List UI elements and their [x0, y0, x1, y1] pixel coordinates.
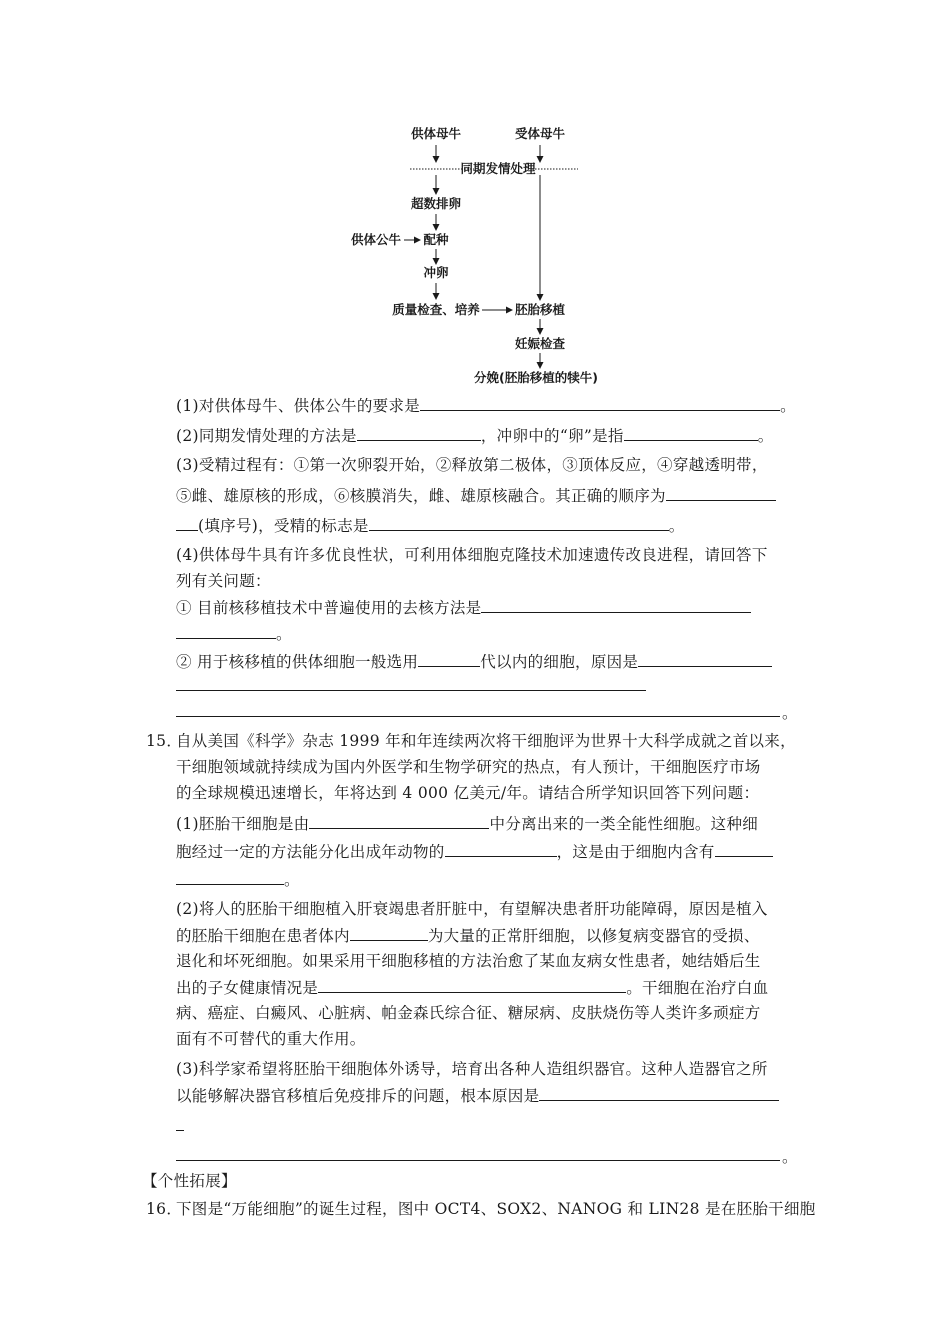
- q14-part1: (1)对供体母牛、供体公牛的要求是 。: [176, 394, 796, 417]
- answer-line[interactable]: [176, 716, 780, 717]
- answer-blank[interactable]: [369, 514, 669, 531]
- flow-calving: 分娩(胚胎移植的犊牛): [474, 370, 598, 385]
- answer-blank[interactable]: [624, 424, 758, 441]
- flow-donor-bull: 供体公牛: [350, 232, 402, 247]
- answer-blank[interactable]: [318, 976, 626, 993]
- q15-part3-line2: 以能够解决器官移植后免疫排斥的问题，根本原因是: [176, 1084, 779, 1107]
- answer-blank[interactable]: [309, 812, 489, 829]
- answer-blank[interactable]: [176, 868, 284, 885]
- answer-blank[interactable]: [715, 840, 773, 857]
- answer-line[interactable]: [176, 1160, 780, 1161]
- q15-intro-line2: 干细胞领域就持续成为国内外医学和生物学研究的热点，有人预计，干细胞医疗市场: [176, 758, 761, 776]
- q15-part3-end: 。: [782, 1148, 798, 1166]
- flow-quality-check: 质量检查、培养: [392, 302, 480, 317]
- flow-donor-cow: 供体母牛: [410, 126, 462, 141]
- answer-blank[interactable]: [481, 596, 751, 613]
- extension-header: 【个性拓展】: [142, 1172, 237, 1190]
- answer-blank[interactable]: [445, 840, 557, 857]
- q15-part2-line1: (2)将人的胚胎干细胞植入肝衰竭患者肝脏中，有望解决患者肝功能障碍，原因是植入: [176, 900, 768, 918]
- q15-intro-line1: 自从美国《科学》杂志 1999 年和年连续两次将干细胞评为世界十大科学成就之首以来，: [176, 732, 796, 750]
- q14-part4-line2: 列有关问题：: [176, 572, 271, 590]
- q15-part3-line1: (3)科学家希望将胚胎干细胞体外诱导，培育出各种人造组织器官。这种人造器官之所: [176, 1060, 768, 1078]
- answer-blank[interactable]: [420, 394, 780, 411]
- flow-sync-estrus: 同期发情处理: [460, 161, 536, 176]
- q14-part4-q1-cont: 。: [176, 622, 292, 645]
- flow-mating: 配种: [423, 232, 449, 247]
- answer-blank[interactable]: [539, 1084, 779, 1101]
- q14-part3-line1: (3)受精过程有：①第一次卵裂开始，②释放第二极体，③顶体反应，④穿越透明带，: [176, 456, 768, 474]
- answer-blank[interactable]: [638, 650, 772, 667]
- q15-part1-line2: 胞经过一定的方法能分化出成年动物的 ，这是由于细胞内含有: [176, 840, 773, 863]
- q15-number: 15．: [146, 732, 183, 750]
- answer-blank[interactable]: [350, 924, 428, 941]
- q14-part4-q1: ① 目前核移植技术中普遍使用的去核方法是: [176, 596, 751, 619]
- q15-part2-line3: 退化和坏死细胞。如果采用干细胞移植的方法治愈了某血友病女性患者，她结婚后生: [176, 952, 761, 970]
- q15-part1-line3: 。: [176, 868, 300, 891]
- flow-pregnancy-check: 妊娠检查: [514, 336, 566, 351]
- q15-part2-line5: 病、癌症、白癜风、心脏病、帕金森氏综合征、糖尿病、皮肤烧伤等人类许多顽症方: [176, 1004, 761, 1022]
- flow-embryo-transfer: 胚胎移植: [514, 302, 566, 317]
- answer-blank[interactable]: [176, 514, 198, 531]
- answer-blank[interactable]: [357, 424, 481, 441]
- q14-part3-line2: ⑤雌、雄原核的形成，⑥核膜消失，雌、雄原核融合。其正确的顺序为: [176, 484, 776, 507]
- answer-blank[interactable]: [418, 650, 480, 667]
- q15-part1-line1: (1)胚胎干细胞是由 中分离出来的一类全能性细胞。这种细: [176, 812, 758, 835]
- q14-part4-q2-end: 。: [782, 704, 798, 722]
- answer-blank[interactable]: [176, 622, 276, 639]
- q15-part2-line6: 面有不可替代的重大作用。: [176, 1030, 366, 1048]
- q14-part4-q2: ② 用于核移植的供体细胞一般选用 代以内的细胞，原因是: [176, 650, 772, 673]
- answer-blank[interactable]: [666, 484, 776, 501]
- q16-line1: 下图是“万能细胞”的诞生过程，图中 OCT4、SOX2、NANOG 和 LIN28 是在胚胎干细胞: [176, 1200, 816, 1218]
- embryo-transfer-flowchart: [340, 118, 640, 394]
- q14-part4-line1: (4)供体母牛具有许多优良性状，可利用体细胞克隆技术加速遗传改良进程，请回答下: [176, 546, 768, 564]
- flow-recipient-cow: 受体母牛: [514, 126, 566, 141]
- q15-intro-line3: 的全球规模迅速增长，年将达到 4 000 亿美元/年。请结合所学知识回答下列问题：: [176, 784, 760, 802]
- q15-part2-line2: 的胚胎干细胞在患者体内 为大量的正常肝细胞，以修复病变器官的受损、: [176, 924, 760, 947]
- answer-line[interactable]: [176, 1130, 184, 1131]
- q14-part3-line3: (填序号)，受精的标志是 。: [176, 514, 685, 537]
- q15-part2-line4: 出的子女健康情况是 。干细胞在治疗白血: [176, 976, 768, 999]
- answer-line[interactable]: [176, 690, 646, 691]
- q16-number: 16．: [146, 1200, 183, 1218]
- flow-superovulation: 超数排卵: [410, 196, 462, 211]
- flow-flushing: 冲卵: [423, 265, 449, 280]
- q14-part2: (2)同期发情处理的方法是 ，冲卵中的“卵”是指 。: [176, 424, 774, 447]
